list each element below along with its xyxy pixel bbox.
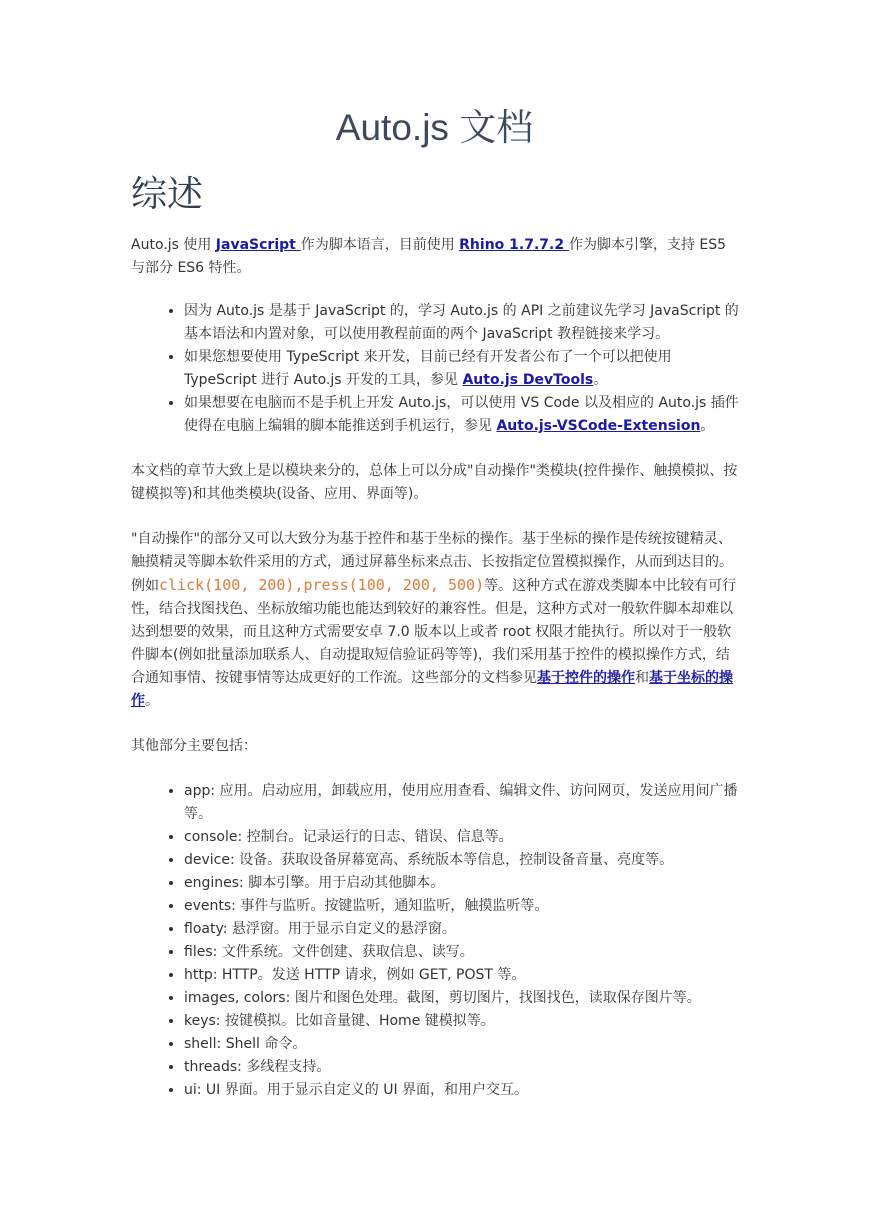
module-item: • files: 文件系统。文件创建、获取信息、读写。 xyxy=(184,941,741,964)
module-item: • app: 应用。启动应用，卸载应用，使用应用查看、编辑文件、访问网页，发送应用间广播等。 xyxy=(184,780,741,826)
module-item: • device: 设备。获取设备屏幕宽高、系统版本等信息，控制设备音量、亮度等。 xyxy=(184,849,741,872)
module-item: • http: HTTP。发送 HTTP 请求，例如 GET, POST 等。 xyxy=(184,964,741,987)
module-item: • console: 控制台。记录运行的日志、错误、信息等。 xyxy=(184,826,741,849)
module-item: • ui: UI 界面。用于显示自定义的 UI 界面，和用户交互。 xyxy=(184,1079,741,1102)
module-item: • engines: 脚本引擎。用于启动其他脚本。 xyxy=(184,872,741,895)
devtools-link[interactable]: Auto.js DevTools xyxy=(462,372,594,388)
module-item: • threads: 多线程支持。 xyxy=(184,1056,741,1079)
widget-ops-link[interactable]: 基于控件的操作 xyxy=(537,670,635,686)
auto-ops-paragraph xyxy=(131,528,741,713)
document-content xyxy=(131,234,741,1124)
notes-item-1-text: 因为 Auto.js 是基于 JavaScript 的，学习 Auto.js 的 API 之前建议先学习 JavaScript 的基本语法和内置对象，可以使用教程前面的两个 JavaScript 教程链接来学习。 xyxy=(184,303,739,342)
javascript-link[interactable]: JavaScript xyxy=(215,237,301,253)
notes-item-2-end: 。 xyxy=(593,372,608,388)
notes-list xyxy=(131,300,741,438)
module-item: • images, colors: 图片和图色处理。截图，剪切图片，找图找色，读取保存图片等。 xyxy=(184,987,741,1010)
module-item: • floaty: 悬浮窗。用于显示自定义的悬浮窗。 xyxy=(184,918,741,941)
code-separator: , xyxy=(294,576,304,594)
auto-ops-text-2: 等。这种方式在游戏类脚本中比较有可行性，结合找图找色、坐标放缩功能也能达到较好的兼容性。但是，这种方式对一般软件脚本却难以达到想要的效果，而且这种方式需要安卓 7.0 版本以上或者 root 权限才能执行。所以对于一般软件脚本(例如批量添加联系人、自动提取短信验证码等等)，我们采用基于控件的模拟操作方式，结合通知事情、按键事情等达成更好的工作流。这些部分的文档参见 xyxy=(131,578,737,686)
document-title: Auto.js 文档 xyxy=(335,107,534,148)
chapters-paragraph: 本文档的章节大致上是以模块来分的，总体上可以分成"自动操作"类模块(控件操作、触摸模拟、按键模拟等)和其他类模块(设备、应用、界面等)。 xyxy=(131,463,738,502)
intro-text-3: 作为脚本引擎，支持 ES5 与部分 ES6 特性。 xyxy=(131,237,727,276)
others-intro: 其他部分主要包括： xyxy=(131,738,257,754)
notes-item-3-text: 如果想要在电脑而不是手机上开发 Auto.js，可以使用 VS Code 以及相应的 Auto.js 插件使得在电脑上编辑的脚本能推送到手机运行，参见 xyxy=(184,395,739,434)
auto-ops-text-1: "自动操作"的部分又可以大致分为基于控件和基于坐标的操作。基于坐标的操作是传统按键精灵、触摸精灵等脚本软件采用的方式，通过屏幕坐标来点击、长按指定位置模拟操作，从而到达目的。例如 xyxy=(131,531,733,594)
module-item: • shell: Shell 命令。 xyxy=(184,1033,741,1056)
rhino-link[interactable]: Rhino 1.7.7.2 xyxy=(459,237,569,253)
code-press: press(100, 200, 500) xyxy=(303,576,485,594)
auto-ops-end: 。 xyxy=(145,693,159,709)
notes-item-typescript xyxy=(184,346,741,392)
modules-list xyxy=(131,780,741,1102)
notes-item-2-text: 如果您想要使用 TypeScript 来开发，目前已经有开发者公布了一个可以把使用 TypeScript 进行 Auto.js 开发的工具，参见 xyxy=(184,349,672,388)
intro-paragraph xyxy=(131,234,741,280)
notes-item-vscode xyxy=(184,392,741,438)
auto-ops-and: 和 xyxy=(635,670,649,686)
notes-item-javascript xyxy=(184,300,741,346)
module-item: • events: 事件与监听。按键监听，通知监听，触摸监听等。 xyxy=(184,895,741,918)
intro-text-2: 作为脚本语言，目前使用 xyxy=(300,237,460,253)
vscode-extension-link[interactable]: Auto.js-VSCode-Extension xyxy=(496,418,701,434)
coordinate-ops-link[interactable]: 基于坐标的操作 xyxy=(131,670,733,709)
notes-item-3-end: 。 xyxy=(700,418,715,434)
code-click: click(100, 200) xyxy=(159,576,295,594)
intro-text-1: Auto.js 使用 xyxy=(131,237,216,253)
section-heading-overview: 综述 xyxy=(131,174,204,215)
module-item: • keys: 按键模拟。比如音量键、Home 键模拟等。 xyxy=(184,1010,741,1033)
